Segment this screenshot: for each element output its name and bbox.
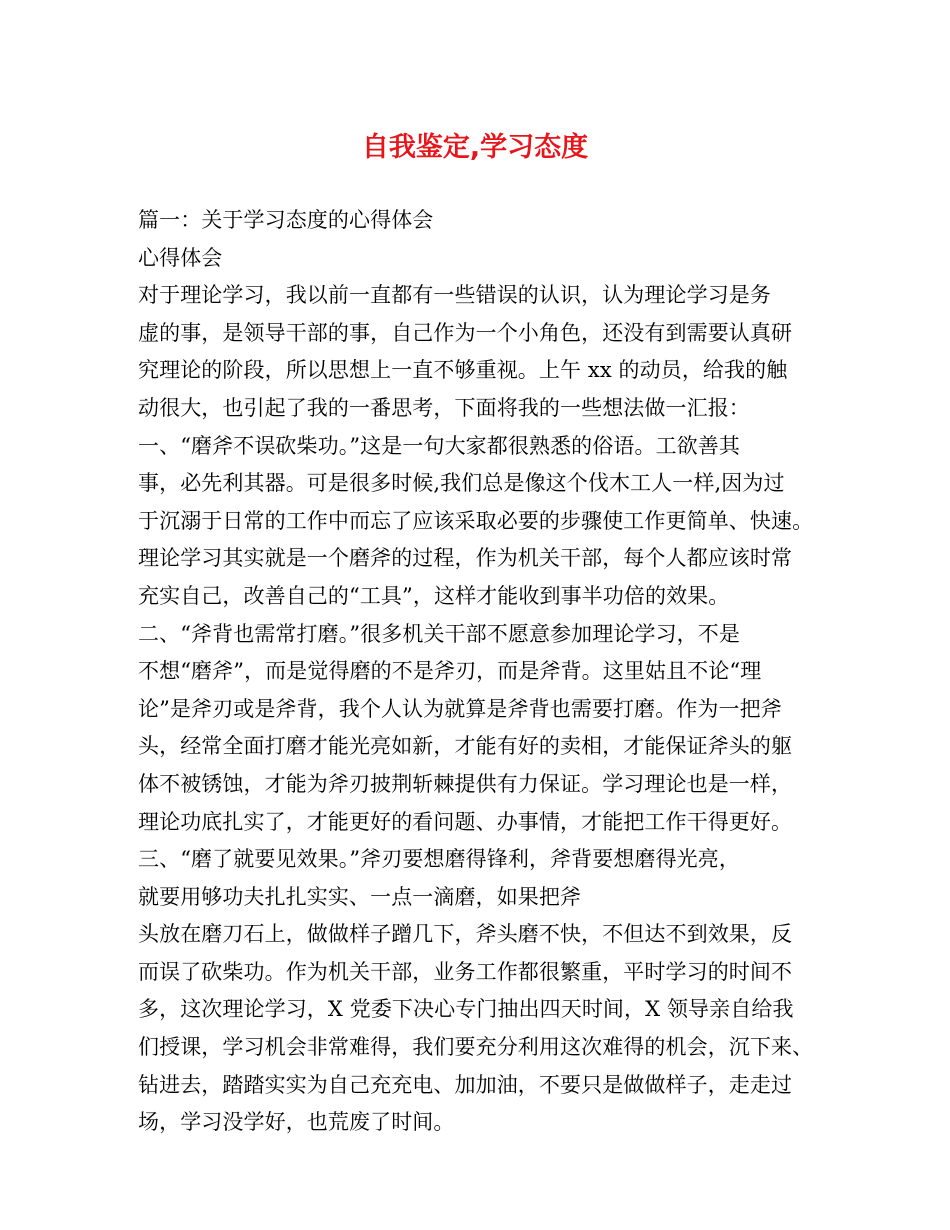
body-line: 究理论的阶段，所以思想上一直不够重视。上午 xx 的动员，给我的触	[138, 358, 788, 383]
body-line: 不想“磨斧”，而是觉得磨的不是斧刃，而是斧背。这里姑且不论“理	[138, 659, 762, 684]
document-title: 自我鉴定,学习态度	[361, 132, 589, 163]
document-body	[138, 202, 838, 1142]
body-line: 场，学习没学好，也荒废了时间。	[138, 1110, 455, 1135]
body-line: 篇一：关于学习态度的心得体会	[138, 208, 434, 232]
body-line: 头，经常全面打磨才能光亮如新，才能有好的卖相，才能保证斧头的躯	[138, 734, 793, 759]
body-line: 就要用够功夫扎扎实实、一点一滴磨，如果把斧	[138, 884, 582, 909]
body-line: 钻进去，踏踏实实为自己充充电、加加油，不要只是做做样子，走走过	[138, 1072, 793, 1097]
body-line: 多，这次理论学习，X 党委下决心专门抽出四天时间，X 领导亲自给我	[138, 997, 794, 1022]
body-line: 理论功底扎实了，才能更好的看问题、办事情，才能把工作干得更好。	[138, 809, 793, 834]
body-line: 论”是斧刃或是斧背，我个人认为就算是斧背也需要打磨。作为一把斧	[138, 696, 782, 721]
body-line: 头放在磨刀石上，做做样子蹭几下，斧头磨不快，不但达不到效果，反	[138, 922, 793, 947]
body-line: 三、“磨了就要见效果。”斧刃要想磨得锋利，斧背要想磨得光亮，	[138, 847, 740, 872]
body-line: 而误了砍柴功。作为机关干部，业务工作都很繁重，平时学习的时间不	[138, 959, 793, 984]
body-line: 事，必先利其器。可是很多时候,我们总是像这个伐木工人一样,因为过	[138, 471, 785, 496]
body-line: 虚的事，是领导干部的事，自己作为一个小角色，还没有到需要认真研	[138, 320, 793, 345]
body-line: 体不被锈蚀，才能为斧刃披荆斩棘提供有力保证。学习理论也是一样，	[138, 771, 793, 796]
body-line: 一、“磨斧不误砍柴功。”这是一句大家都很熟悉的俗语。工欲善其	[138, 433, 740, 458]
body-line: 于沉溺于日常的工作中而忘了应该采取必要的步骤使工作更简单、快速。	[138, 508, 814, 533]
body-line: 们授课，学习机会非常难得，我们要充分利用这次难得的机会，沉下来、	[138, 1035, 814, 1060]
body-line: 理论学习其实就是一个磨斧的过程，作为机关干部，每个人都应该时常	[138, 546, 793, 571]
body-line: 二、“斧背也需常打磨。”很多机关干部不愿意参加理论学习，不是	[138, 621, 740, 646]
body-line: 心得体会	[138, 245, 223, 270]
body-line: 动很大，也引起了我的一番思考，下面将我的一些想法做一汇报：	[138, 395, 750, 420]
body-line: 对于理论学习，我以前一直都有一些错误的认识，认为理论学习是务	[138, 283, 771, 308]
body-line: 充实自己，改善自己的“工具”，这样才能收到事半功倍的效果。	[138, 583, 730, 608]
